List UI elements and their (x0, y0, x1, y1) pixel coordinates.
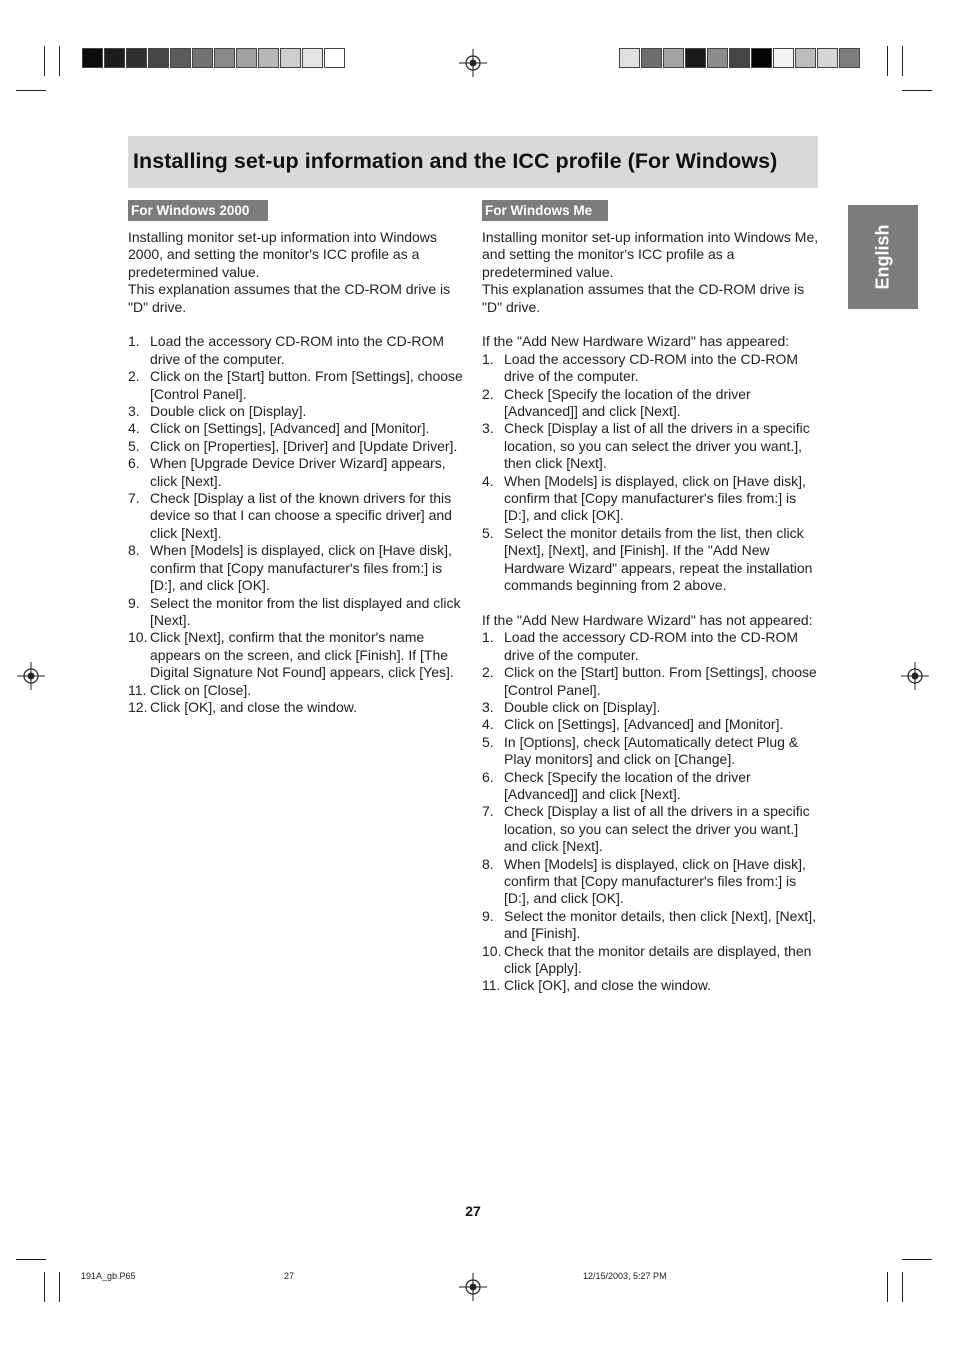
step-number: 8. (482, 855, 494, 872)
step-number: 5. (128, 437, 140, 454)
step-text: Click on [Settings], [Advanced] and [Monitor]. (150, 420, 430, 437)
color-swatch (751, 48, 772, 68)
steps-list-windows-me-b (482, 629, 819, 995)
step-text: Click [OK], and close the window. (504, 977, 711, 994)
crop-mark (44, 46, 45, 76)
step-text: Check that the monitor details are displayed, then click [Apply]. (504, 942, 812, 977)
case-heading: If the "Add New Hardware Wizard" has not appeared: (482, 611, 813, 628)
color-swatch (685, 48, 706, 68)
step-item (482, 856, 819, 908)
step-text: Click [Next], confirm that the monitor's name appears on the screen, and click [Finish]. If [The Digital Signature Not Found] appears, click [Yes]. (150, 629, 454, 681)
step-item (482, 525, 819, 595)
footer-page: 27 (284, 1271, 295, 1281)
page-number: 27 (465, 1203, 481, 1219)
step-number: 7. (482, 803, 494, 820)
step-item (482, 803, 819, 855)
step-item (482, 699, 819, 716)
step-number: 2. (482, 664, 494, 681)
intro-paragraph: This explanation assumes that the CD-ROM drive is "D" drive. (128, 281, 451, 315)
step-text: Click [OK], and close the window. (150, 698, 357, 715)
registration-mark-icon (17, 662, 45, 690)
step-item (128, 542, 466, 594)
step-text: Load the accessory CD-ROM into the CD-ROM drive of the computer. (504, 629, 799, 663)
title-bar (128, 136, 818, 188)
color-swatch (236, 48, 257, 68)
registration-mark-icon (901, 662, 929, 690)
crop-mark (902, 46, 903, 76)
color-swatch (663, 48, 684, 68)
color-swatch (302, 48, 323, 68)
column-windows-me (482, 229, 819, 995)
step-item (128, 699, 466, 716)
color-swatch (641, 48, 662, 68)
step-text: Check [Display a list of all the drivers in a specific location, so you can select the driver you want.], then click [Next]. (504, 420, 810, 472)
step-number: 3. (128, 403, 140, 420)
crop-mark (16, 1259, 46, 1260)
step-number: 9. (128, 594, 140, 611)
registration-mark-icon (459, 1273, 487, 1301)
step-item (128, 629, 466, 681)
step-item (482, 386, 819, 421)
step-item (128, 455, 466, 490)
step-text: Double click on [Display]. (504, 698, 661, 715)
step-text: Check [Specify the location of the driver [Advanced]] and click [Next]. (504, 768, 751, 802)
step-item (128, 420, 466, 437)
color-swatch (795, 48, 816, 68)
step-item (482, 473, 819, 525)
step-number: 1. (482, 350, 494, 367)
step-text: Select the monitor details from the list, then click [Next], [Next], and [Finish]. If the "Add New Hardware Wizard" appears, repeat the installation commands beginning from 2 above. (504, 524, 813, 594)
crop-mark (887, 1272, 888, 1302)
step-number: 3. (482, 420, 494, 437)
step-number: 3. (482, 698, 494, 715)
step-number: 9. (482, 907, 494, 924)
step-text: When [Models] is displayed, click on [Have disk], confirm that [Copy manufacturer's files from:] is [D:], and click [OK]. (504, 855, 806, 907)
color-swatch (258, 48, 279, 68)
step-item (128, 368, 466, 403)
step-number: 5. (482, 733, 494, 750)
step-item (482, 977, 819, 994)
step-text: Check [Display a list of the known drivers for this device so that I can choose a specific driver] and click [Next]. (150, 490, 452, 541)
step-text: Check [Display a list of all the drivers in a specific location, so you can select the driver you want.] and click [Next]. (504, 803, 810, 855)
step-text: When [Models] is displayed, click on [Have disk], confirm that [Copy manufacturer's files from:] is [D:], and click [OK]. (504, 472, 806, 524)
step-text: When [Upgrade Device Driver Wizard] appears, click [Next]. (150, 455, 446, 489)
step-item (128, 595, 466, 630)
step-number: 11. (128, 681, 147, 698)
color-swatch (192, 48, 213, 68)
color-swatch (82, 48, 103, 68)
color-swatch (773, 48, 794, 68)
step-number: 8. (128, 542, 140, 559)
intro-paragraph: This explanation assumes that the CD-ROM drive is "D" drive. (482, 281, 805, 315)
registration-mark-icon (459, 49, 487, 77)
color-swatch (324, 48, 345, 68)
color-swatch (729, 48, 750, 68)
step-number: 10. (482, 942, 502, 959)
crop-mark (887, 46, 888, 76)
step-text: When [Models] is displayed, click on [Have disk], confirm that [Copy manufacturer's files from:] is [D:], and click [OK]. (150, 542, 452, 594)
steps-list-windows-2000 (128, 333, 466, 716)
footer-file: 191A_gb.P65 (81, 1271, 136, 1281)
step-item (482, 908, 819, 943)
step-text: Load the accessory CD-ROM into the CD-ROM drive of the computer. (150, 333, 445, 367)
crop-mark (59, 1272, 60, 1302)
step-text: Click on the [Start] button. From [Settings], choose [Control Panel]. (504, 664, 817, 698)
step-text: Load the accessory CD-ROM into the CD-ROM drive of the computer. (504, 350, 799, 385)
step-item (482, 769, 819, 804)
step-item (482, 716, 819, 733)
crop-mark (59, 46, 60, 76)
steps-list-windows-me-a (482, 351, 819, 595)
crop-mark (902, 1259, 932, 1260)
step-item (128, 490, 466, 542)
step-text: Select the monitor from the list displayed and click [Next]. (150, 594, 461, 628)
step-item (128, 333, 466, 368)
color-swatch (707, 48, 728, 68)
color-swatch (170, 48, 191, 68)
step-text: Click on [Settings], [Advanced] and [Monitor]. (504, 716, 784, 733)
language-tab-label: English (872, 224, 893, 290)
step-number: 12. (128, 698, 148, 715)
step-number: 6. (128, 455, 140, 472)
crop-mark (16, 90, 46, 91)
crop-mark (44, 1272, 45, 1302)
intro-paragraph: Installing monitor set-up information into Windows Me, and setting the monitor's ICC profile as a predetermined value. (482, 229, 819, 280)
step-item (482, 351, 819, 386)
step-item (482, 943, 819, 978)
step-text: Check [Specify the location of the driver [Advanced]] and click [Next]. (504, 385, 751, 420)
step-item (482, 629, 819, 664)
footer-timestamp: 12/15/2003, 5:27 PM (583, 1271, 667, 1281)
language-tab (848, 205, 918, 309)
intro-paragraph: Installing monitor set-up information into Windows 2000, and setting the monitor's ICC profile as a predetermined value. (128, 229, 437, 280)
step-text: In [Options], check [Automatically detect Plug & Play monitors] and click on [Change]. (504, 733, 799, 768)
step-number: 1. (128, 333, 140, 350)
color-swatch (817, 48, 838, 68)
column-windows-2000 (128, 229, 466, 716)
color-swatch (619, 48, 640, 68)
step-text: Click on [Properties], [Driver] and [Update Driver]. (150, 437, 458, 454)
case-heading: If the "Add New Hardware Wizard" has appeared: (482, 333, 790, 350)
step-item (482, 664, 819, 699)
crop-mark (902, 1272, 903, 1302)
color-swatch (104, 48, 125, 68)
section-heading-windows-me: For Windows Me (482, 200, 608, 221)
step-item (128, 438, 466, 455)
color-swatch (280, 48, 301, 68)
step-text: Double click on [Display]. (150, 403, 307, 420)
color-swatch (839, 48, 860, 68)
step-number: 10. (128, 629, 148, 646)
color-swatch (126, 48, 147, 68)
color-swatch (214, 48, 235, 68)
step-number: 11. (482, 977, 501, 994)
step-number: 4. (482, 472, 494, 489)
section-heading-windows-2000: For Windows 2000 (128, 200, 268, 221)
step-item (482, 420, 819, 472)
step-item (482, 734, 819, 769)
page-title: Installing set-up information and the ICC profile (For Windows) (133, 149, 778, 173)
step-text: Click on [Close]. (150, 681, 252, 698)
step-number: 7. (128, 490, 140, 507)
crop-mark (902, 90, 932, 91)
color-swatch (148, 48, 169, 68)
step-item (128, 682, 466, 699)
step-number: 1. (482, 629, 494, 646)
step-number: 2. (128, 368, 140, 385)
step-number: 6. (482, 768, 494, 785)
step-text: Click on the [Start] button. From [Settings], choose [Control Panel]. (150, 368, 463, 402)
step-text: Select the monitor details, then click [Next], [Next], and [Finish]. (504, 907, 817, 942)
step-item (128, 403, 466, 420)
step-number: 4. (482, 716, 494, 733)
step-number: 2. (482, 385, 494, 402)
step-number: 5. (482, 524, 494, 541)
step-number: 4. (128, 420, 140, 437)
